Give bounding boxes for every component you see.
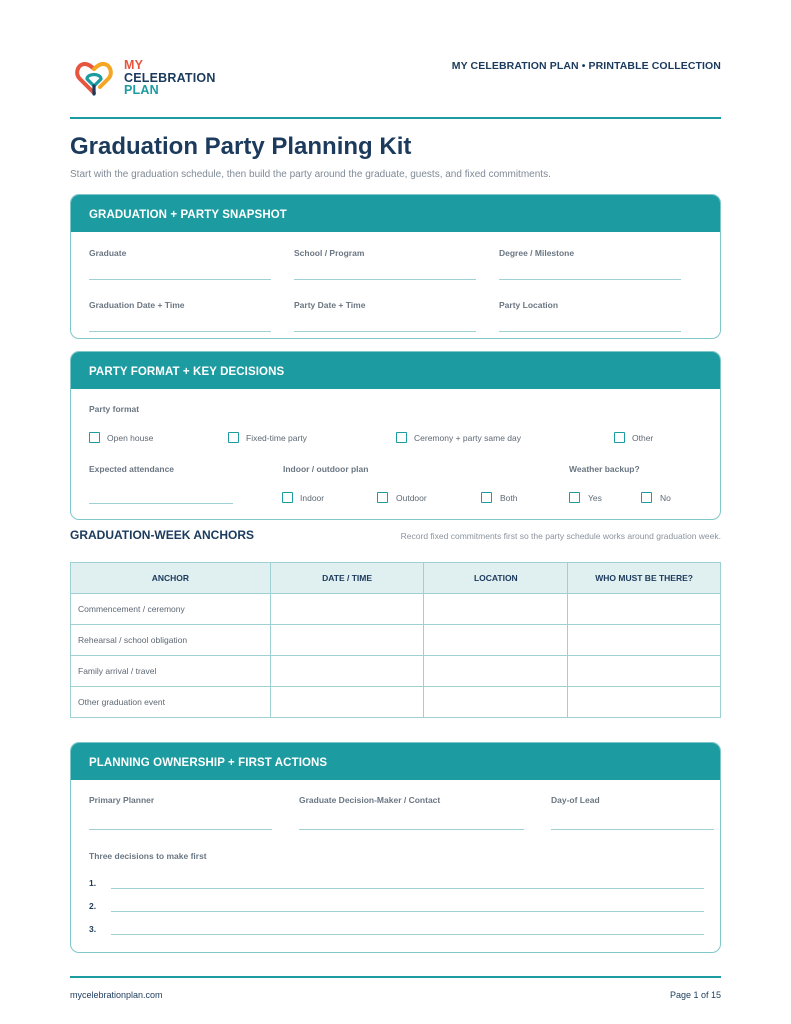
- logo-line-3: PLAN: [124, 83, 159, 97]
- page-header: [70, 55, 721, 103]
- table-row: [71, 594, 721, 625]
- checkbox-label-both: Both: [500, 493, 518, 503]
- collection-label: MY CELEBRATION PLAN • PRINTABLE COLLECTION: [451, 60, 721, 72]
- heart-logo-icon: [74, 59, 114, 99]
- footer-site: mycelebrationplan.com: [70, 990, 163, 1000]
- field-input-school[interactable]: [294, 279, 476, 280]
- date-time-cell[interactable]: [270, 656, 424, 687]
- field-label-day-of-lead: Day-of Lead: [551, 795, 600, 805]
- checkbox-label-ceremony-same-day: Ceremony + party same day: [414, 433, 522, 443]
- party-format-heading: PARTY FORMAT + KEY DECISIONS: [71, 352, 720, 389]
- anchors-table: [70, 562, 721, 718]
- column-header-anchor: ANCHOR: [71, 563, 271, 594]
- anchor-cell: Family arrival / travel: [71, 656, 271, 687]
- location-cell[interactable]: [424, 625, 568, 656]
- column-header-date-time: DATE / TIME: [270, 563, 424, 594]
- party-format-label: Party format: [89, 404, 140, 414]
- logo-line-1: MY: [124, 58, 144, 72]
- field-label-graduate: Graduate: [89, 248, 127, 258]
- checkbox-label-open-house: Open house: [107, 433, 154, 443]
- column-header-who: WHO MUST BE THERE?: [568, 563, 721, 594]
- checkbox-label-outdoor: Outdoor: [396, 493, 427, 503]
- anchors-note: Record fixed commitments first so the party schedule works around graduation week.: [400, 531, 721, 541]
- field-label-graduate-contact: Graduate Decision-Maker / Contact: [299, 795, 441, 805]
- anchor-cell: Other graduation event: [71, 687, 271, 718]
- party-format-card: [70, 351, 721, 520]
- decision-number-1: 1.: [89, 878, 97, 888]
- brand-logo: [74, 57, 214, 101]
- decision-input-1[interactable]: [111, 888, 704, 889]
- column-header-location: LOCATION: [424, 563, 568, 594]
- logo-line-2: CELEBRATION: [124, 70, 216, 85]
- table-row: [71, 625, 721, 656]
- decision-number-3: 3.: [89, 924, 97, 934]
- attendance-label: Expected attendance: [89, 464, 175, 474]
- attendance-input[interactable]: [89, 503, 233, 504]
- date-time-cell[interactable]: [270, 625, 424, 656]
- field-label-graduation-date: Graduation Date + Time: [89, 300, 185, 310]
- location-cell[interactable]: [424, 594, 568, 625]
- ownership-card: [70, 742, 721, 953]
- checkbox-outdoor[interactable]: [377, 492, 388, 503]
- anchor-cell: Commencement / ceremony: [71, 594, 271, 625]
- field-label-degree: Degree / Milestone: [499, 248, 575, 258]
- field-input-party-location[interactable]: [499, 331, 681, 332]
- checkbox-label-indoor: Indoor: [300, 493, 325, 503]
- checkbox-label-weather-no: No: [660, 493, 671, 503]
- checkbox-weather-yes[interactable]: [569, 492, 580, 503]
- who-cell[interactable]: [568, 625, 721, 656]
- checkbox-indoor[interactable]: [282, 492, 293, 503]
- ownership-heading: PLANNING OWNERSHIP + FIRST ACTIONS: [71, 743, 720, 780]
- decision-input-3[interactable]: [111, 934, 704, 935]
- who-cell[interactable]: [568, 656, 721, 687]
- who-cell[interactable]: [568, 594, 721, 625]
- page-subtitle: Start with the graduation schedule, then build the party around the graduate, guests, and fixed commitments.: [70, 169, 551, 180]
- table-header-row: [71, 563, 721, 594]
- who-cell[interactable]: [568, 687, 721, 718]
- field-label-primary-planner: Primary Planner: [89, 795, 155, 805]
- checkbox-weather-no[interactable]: [641, 492, 652, 503]
- field-input-day-of-lead[interactable]: [551, 829, 714, 830]
- footer-divider: [70, 976, 721, 978]
- checkbox-label-other: Other: [632, 433, 654, 443]
- field-label-party-date: Party Date + Time: [294, 300, 366, 310]
- date-time-cell[interactable]: [270, 594, 424, 625]
- field-input-graduation-date[interactable]: [89, 331, 271, 332]
- checkbox-label-weather-yes: Yes: [588, 493, 602, 503]
- location-cell[interactable]: [424, 656, 568, 687]
- decisions-label: Three decisions to make first: [89, 851, 207, 861]
- field-input-primary-planner[interactable]: [89, 829, 272, 830]
- field-input-degree[interactable]: [499, 279, 681, 280]
- decision-input-2[interactable]: [111, 911, 704, 912]
- field-input-graduate-contact[interactable]: [299, 829, 524, 830]
- table-row: [71, 656, 721, 687]
- field-label-party-location: Party Location: [499, 300, 559, 310]
- checkbox-label-fixed-time: Fixed-time party: [246, 433, 307, 443]
- anchor-cell: Rehearsal / school obligation: [71, 625, 271, 656]
- anchors-heading: GRADUATION-WEEK ANCHORS: [70, 528, 254, 542]
- decision-number-2: 2.: [89, 901, 97, 911]
- snapshot-card: [70, 194, 721, 339]
- location-cell[interactable]: [424, 687, 568, 718]
- snapshot-heading: GRADUATION + PARTY SNAPSHOT: [71, 195, 720, 232]
- checkbox-both[interactable]: [481, 492, 492, 503]
- checkbox-open-house[interactable]: [89, 432, 100, 443]
- page-title: Graduation Party Planning Kit: [70, 133, 412, 160]
- field-input-graduate[interactable]: [89, 279, 271, 280]
- field-label-school: School / Program: [294, 248, 365, 258]
- brand-wordmark: [124, 59, 216, 97]
- weather-backup-label: Weather backup?: [569, 464, 640, 474]
- header-divider: [70, 117, 721, 119]
- table-row: [71, 687, 721, 718]
- indoor-outdoor-label: Indoor / outdoor plan: [283, 464, 369, 474]
- checkbox-fixed-time[interactable]: [228, 432, 239, 443]
- field-input-party-date[interactable]: [294, 331, 476, 332]
- date-time-cell[interactable]: [270, 687, 424, 718]
- footer-page-number: Page 1 of 15: [669, 990, 721, 1000]
- checkbox-other[interactable]: [614, 432, 625, 443]
- checkbox-ceremony-same-day[interactable]: [396, 432, 407, 443]
